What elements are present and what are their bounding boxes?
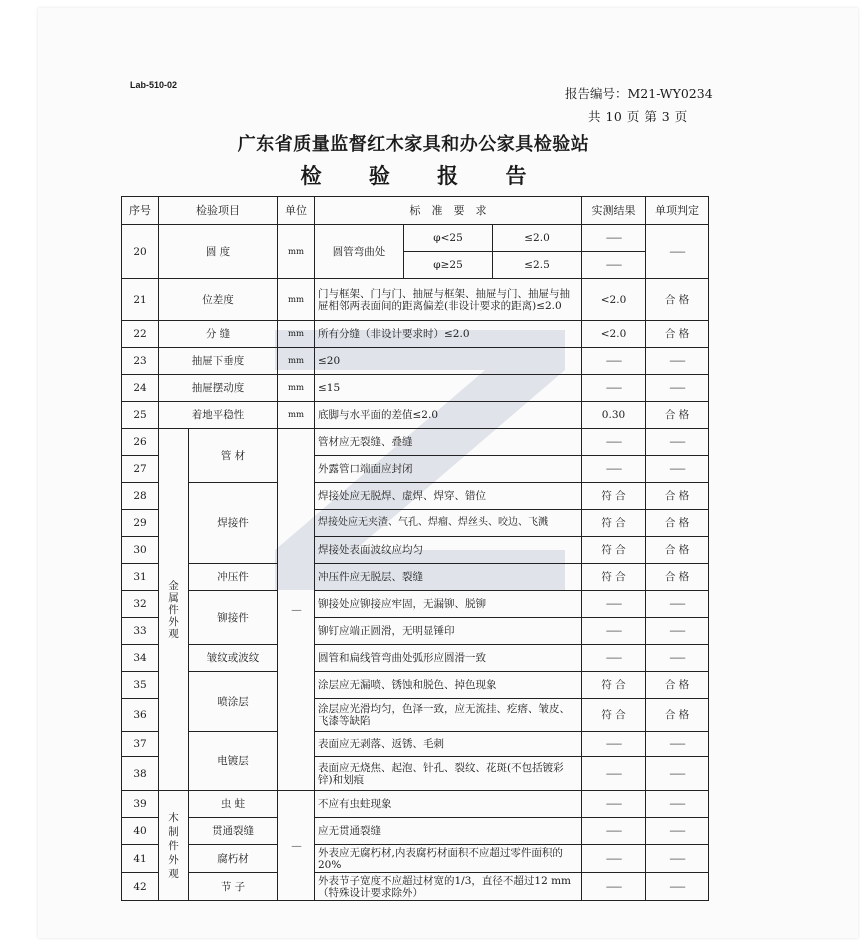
row-seq: 33 <box>122 618 159 645</box>
row-judgement: ------ <box>646 429 709 456</box>
row-judgement: ------ <box>646 591 709 618</box>
row-condition: 圆管弯曲处 <box>315 225 404 279</box>
table-row <box>122 225 709 252</box>
row-result: <2.0 <box>582 279 646 321</box>
row-requirement: 表面应无烧焦、起泡、针孔、裂纹、花斑(不包括镀彩锌)和划痕 <box>315 757 582 791</box>
col-unit: 单位 <box>278 197 315 225</box>
row-requirement: 外露管口端面应封闭 <box>315 456 582 483</box>
row-requirement: 门与框架、门与门、抽屉与框架、抽屉与门、抽屉与抽屉相邻两表面间的距离偏差(非设计要求的距离)≤2.0 <box>315 279 582 321</box>
row-result: ------ <box>582 429 646 456</box>
row-seq: 20 <box>122 225 159 279</box>
row-result: ------ <box>582 873 646 901</box>
table-row <box>122 591 709 618</box>
table-row <box>122 645 709 672</box>
row-judgement: ------ <box>646 375 709 402</box>
report-title: 检 验 报 告 <box>300 164 547 188</box>
row-result: 符 合 <box>582 537 646 564</box>
table-row <box>122 873 709 901</box>
row-seq: 30 <box>122 537 159 564</box>
row-result: ------ <box>582 732 646 757</box>
row-item: 管 材 <box>189 429 278 483</box>
row-seq: 29 <box>122 510 159 537</box>
row-seq: 22 <box>122 321 159 348</box>
row-item: 冲压件 <box>189 564 278 591</box>
row-unit: mm <box>278 321 315 348</box>
report-number: 报告编号：M21-WY0234 <box>565 86 713 101</box>
group-unit: — <box>278 791 315 901</box>
row-unit: mm <box>278 225 315 279</box>
row-judgement: 合 格 <box>646 564 709 591</box>
table-header <box>122 197 709 225</box>
row-judgement: 合 格 <box>646 402 709 429</box>
row-requirement: 外表节子宽度不应超过材宽的1/3，直径不超过12 mm（特殊设计要求除外） <box>315 873 582 901</box>
row-requirement: 涂层应光滑均匀，色泽一致，应无流挂、疙瘩、皱皮、飞漆等缺陷 <box>315 699 582 732</box>
row-result: 符 合 <box>582 564 646 591</box>
page-count: 共 10 页 第 3 页 <box>588 109 688 124</box>
col-judgement: 单项判定 <box>646 197 709 225</box>
row-requirement: 管材应无裂缝、叠缝 <box>315 429 582 456</box>
row-sub-condition: φ<25 <box>404 225 493 252</box>
row-seq: 31 <box>122 564 159 591</box>
row-item: 节 子 <box>189 873 278 901</box>
row-seq: 21 <box>122 279 159 321</box>
row-seq: 42 <box>122 873 159 901</box>
row-item: 位差度 <box>159 279 278 321</box>
table-row <box>122 818 709 845</box>
row-requirement: ≤20 <box>315 348 582 375</box>
row-result: ------ <box>582 645 646 672</box>
row-requirement: 所有分缝（非设计要求时）≤2.0 <box>315 321 582 348</box>
row-item: 贯通裂缝 <box>189 818 278 845</box>
table-row <box>122 845 709 873</box>
organization-name: 广东省质量监督红木家具和办公家具检验站 <box>237 134 590 155</box>
row-limit: ≤2.0 <box>493 225 582 252</box>
table-row <box>122 791 709 818</box>
group-unit: — <box>278 429 315 791</box>
row-judgement: ------ <box>646 732 709 757</box>
row-item: 电镀层 <box>189 732 278 791</box>
row-item: 着地平稳性 <box>159 402 278 429</box>
row-result: ------ <box>582 791 646 818</box>
group-wood-appearance: 木制件外观 <box>159 791 189 901</box>
row-seq: 28 <box>122 483 159 510</box>
row-judgement: ------ <box>646 818 709 845</box>
table-row <box>122 348 709 375</box>
row-seq: 24 <box>122 375 159 402</box>
table-row <box>122 672 709 699</box>
row-judgement: ------ <box>646 645 709 672</box>
row-item: 喷涂层 <box>189 672 278 732</box>
table-row <box>122 732 709 757</box>
row-judgement: ------ <box>646 791 709 818</box>
row-judgement: 合 格 <box>646 279 709 321</box>
row-requirement: 铆接处应铆接应牢固，无漏铆、脱铆 <box>315 591 582 618</box>
row-seq: 37 <box>122 732 159 757</box>
row-seq: 25 <box>122 402 159 429</box>
row-requirement: 焊接处应无夹渣、气孔、焊瘤、焊丝头、咬边、飞溅 <box>315 510 582 537</box>
row-requirement: 圆管和扁线管弯曲处弧形应圆滑一致 <box>315 645 582 672</box>
row-requirement: ≤15 <box>315 375 582 402</box>
row-requirement: 焊接处应无脱焊、虚焊、焊穿、错位 <box>315 483 582 510</box>
table-row <box>122 375 709 402</box>
row-judgement: ------ <box>646 225 709 279</box>
row-result: ------ <box>582 252 646 279</box>
row-judgement: 合 格 <box>646 699 709 732</box>
row-seq: 32 <box>122 591 159 618</box>
row-result: 符 合 <box>582 672 646 699</box>
row-requirement: 底脚与水平面的差值≤2.0 <box>315 402 582 429</box>
row-judgement: 合 格 <box>646 483 709 510</box>
row-result: 0.30 <box>582 402 646 429</box>
inspection-table <box>121 196 709 901</box>
row-item: 抽屉摆动度 <box>159 375 278 402</box>
col-item: 检验项目 <box>159 197 278 225</box>
table-row <box>122 279 709 321</box>
table-row <box>122 402 709 429</box>
row-result: ------ <box>582 845 646 873</box>
col-result: 实测结果 <box>582 197 646 225</box>
row-judgement: 合 格 <box>646 537 709 564</box>
row-result: ------ <box>582 225 646 252</box>
row-item: 虫 蛀 <box>189 791 278 818</box>
row-result: ------ <box>582 757 646 791</box>
row-seq: 26 <box>122 429 159 456</box>
row-result: 符 合 <box>582 699 646 732</box>
row-sub-condition: φ≥25 <box>404 252 493 279</box>
lab-code: Lab-510-02 <box>130 80 178 90</box>
row-requirement: 外表应无腐朽材,内表腐朽材面积不应超过零件面积的20% <box>315 845 582 873</box>
row-requirement: 表面应无剥落、返锈、毛刺 <box>315 732 582 757</box>
row-judgement: ------ <box>646 845 709 873</box>
row-requirement: 铆钉应端正圆滑，无明显锤印 <box>315 618 582 645</box>
row-seq: 41 <box>122 845 159 873</box>
table-row <box>122 321 709 348</box>
table-row <box>122 429 709 456</box>
row-requirement: 涂层应无漏喷、锈蚀和脱色、掉色现象 <box>315 672 582 699</box>
row-requirement: 焊接处表面波纹应均匀 <box>315 537 582 564</box>
row-unit: mm <box>278 348 315 375</box>
row-judgement: ------ <box>646 873 709 901</box>
row-seq: 36 <box>122 699 159 732</box>
row-result: ------ <box>582 618 646 645</box>
row-item: 圆 度 <box>159 225 278 279</box>
row-seq: 23 <box>122 348 159 375</box>
row-seq: 35 <box>122 672 159 699</box>
row-judgement: ------ <box>646 456 709 483</box>
row-unit: mm <box>278 279 315 321</box>
row-seq: 27 <box>122 456 159 483</box>
col-seq: 序号 <box>122 197 159 225</box>
row-judgement: ------ <box>646 348 709 375</box>
row-item: 皱纹或波纹 <box>189 645 278 672</box>
row-result: ------ <box>582 818 646 845</box>
row-result: 符 合 <box>582 510 646 537</box>
row-judgement: ------ <box>646 757 709 791</box>
row-judgement: 合 格 <box>646 510 709 537</box>
row-requirement: 应无贯通裂缝 <box>315 818 582 845</box>
row-seq: 38 <box>122 757 159 791</box>
row-limit: ≤2.5 <box>493 252 582 279</box>
row-judgement: ------ <box>646 618 709 645</box>
row-item: 腐朽材 <box>189 845 278 873</box>
row-item: 焊接件 <box>189 483 278 564</box>
table-row <box>122 483 709 510</box>
row-item: 分 缝 <box>159 321 278 348</box>
row-seq: 34 <box>122 645 159 672</box>
row-item: 铆接件 <box>189 591 278 645</box>
row-item: 抽屉下垂度 <box>159 348 278 375</box>
row-requirement: 不应有虫蛀现象 <box>315 791 582 818</box>
row-result: ------ <box>582 375 646 402</box>
row-result: 符 合 <box>582 483 646 510</box>
row-unit: mm <box>278 402 315 429</box>
row-seq: 39 <box>122 791 159 818</box>
row-result: ------ <box>582 591 646 618</box>
row-result: <2.0 <box>582 321 646 348</box>
group-metal-appearance: 金属件外观 <box>159 429 189 791</box>
row-seq: 40 <box>122 818 159 845</box>
col-standard: 标 准 要 求 <box>315 197 582 225</box>
row-result: ------ <box>582 348 646 375</box>
row-requirement: 冲压件应无脱层、裂缝 <box>315 564 582 591</box>
row-unit: mm <box>278 375 315 402</box>
row-judgement: 合 格 <box>646 672 709 699</box>
row-result: ------ <box>582 456 646 483</box>
table-row <box>122 564 709 591</box>
row-judgement: 合 格 <box>646 321 709 348</box>
